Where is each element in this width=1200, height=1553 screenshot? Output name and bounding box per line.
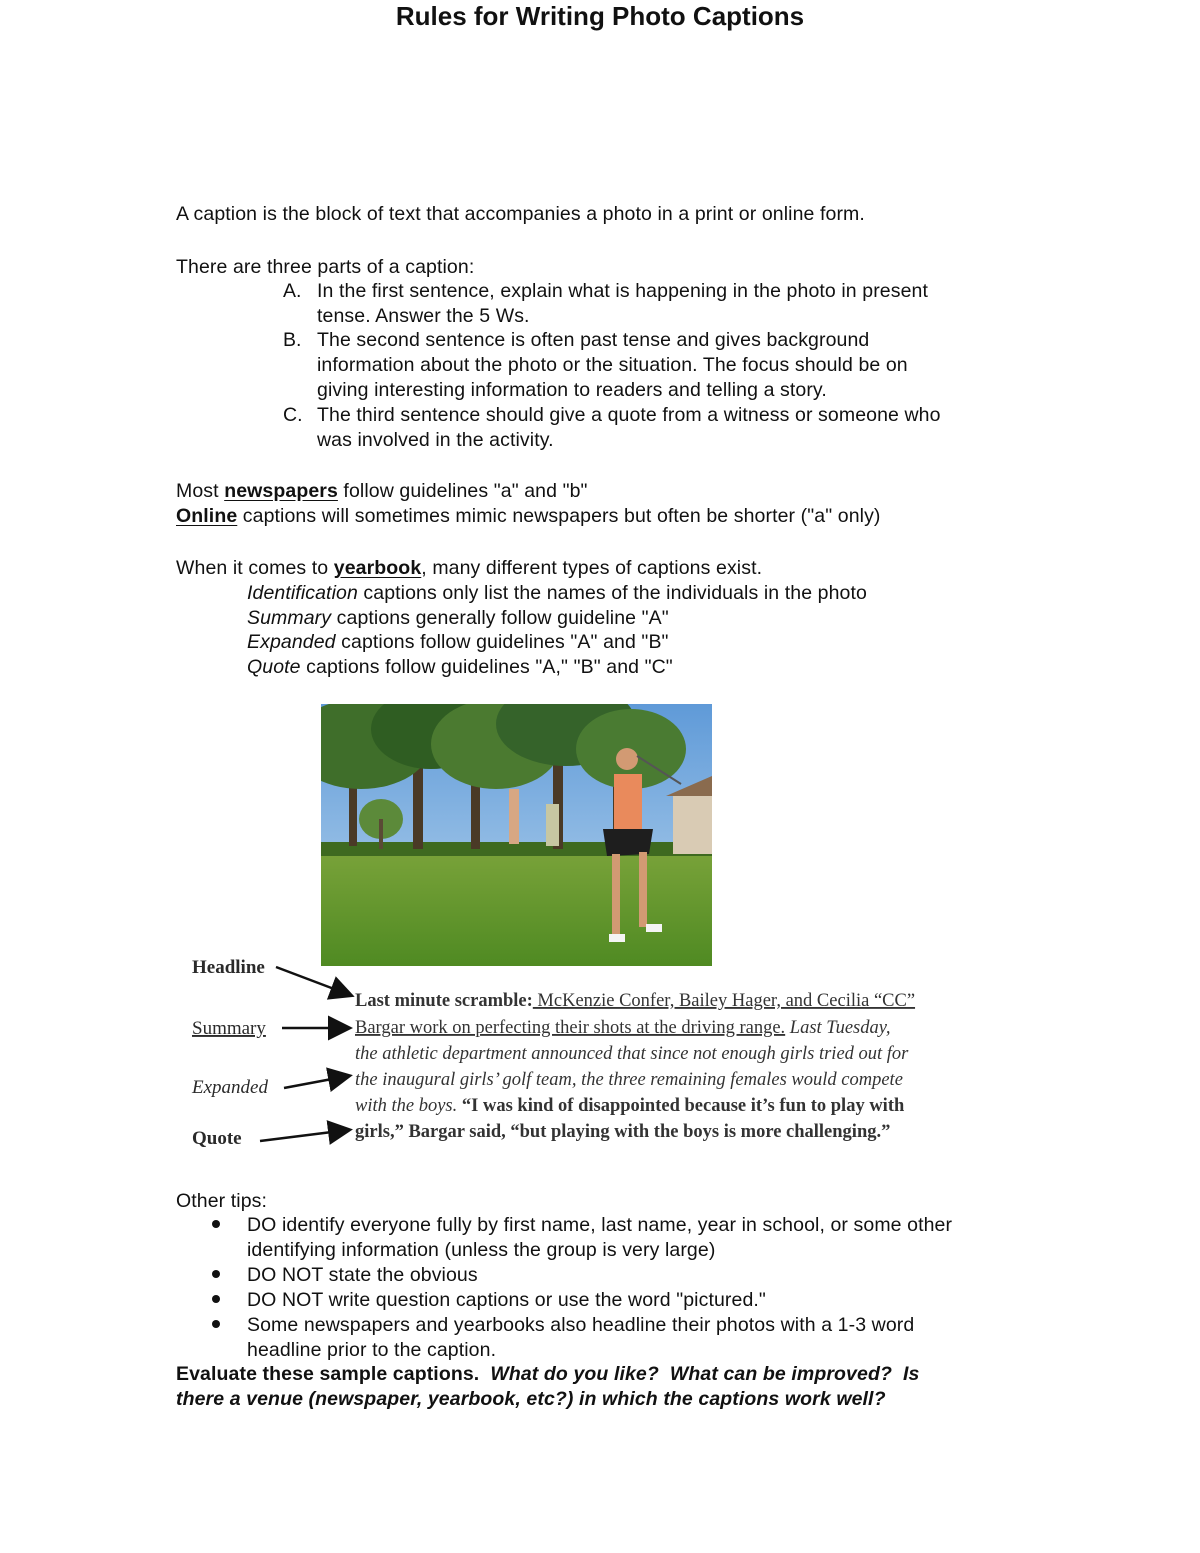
online-line <box>176 504 881 529</box>
caption-line-2 <box>355 1018 891 1038</box>
arrow-expanded <box>284 1076 348 1088</box>
type-name: Summary <box>247 607 332 629</box>
headline-colon: : <box>526 991 533 1011</box>
evaluate-instruction: Evaluate these sample captions. <box>176 1363 480 1385</box>
label-headline: Headline <box>192 957 265 978</box>
label-quote: Quote <box>192 1128 242 1149</box>
caption-line-1-rest: McKenzie Confer, Bailey Hager, and Cecilia “CC” <box>532 991 916 1011</box>
list-marker-c: C. <box>283 404 303 426</box>
label-summary: Summary <box>192 1018 266 1039</box>
yearbook-line <box>176 556 762 581</box>
caption-type-expanded <box>247 630 669 655</box>
part-b-line-3: giving interesting information to readers and telling a story. <box>317 379 827 401</box>
type-desc: captions generally follow guideline "A" <box>331 607 669 629</box>
online-post: captions will sometimes mimic newspapers but often be shorter ("a" only) <box>237 505 881 527</box>
caption-line-4: the inaugural girls’ golf team, the three remaining females would compete <box>355 1070 903 1090</box>
yearbook-keyword: yearbook <box>333 557 422 579</box>
caption-line-3: the athletic department announced that since not enough girls tried out for <box>355 1044 909 1064</box>
expanded-start: Last Tuesday, <box>785 1018 891 1038</box>
bullet-icon <box>212 1295 220 1303</box>
caption-line-5 <box>355 1096 905 1116</box>
golf-practice-photo <box>321 704 712 966</box>
newspapers-keyword: newspapers <box>224 480 338 502</box>
caption-type-summary <box>247 606 669 631</box>
list-marker-a: A. <box>283 280 302 302</box>
caption-type-identification <box>247 581 867 606</box>
type-desc: captions only list the names of the individuals in the photo <box>357 582 867 604</box>
headline-text: Last minute scramble <box>355 991 527 1011</box>
type-name: Identification <box>247 582 358 604</box>
caption-line-1 <box>355 991 915 1011</box>
evaluate-questions: What do you like? What can be improved? Is <box>479 1363 920 1385</box>
type-name: Quote <box>247 656 301 678</box>
summary-sentence-end: Bargar work on perfecting their shots at the driving range. <box>355 1018 786 1038</box>
part-c-line-1: The third sentence should give a quote from a witness or someone who <box>317 404 941 426</box>
bullet-icon <box>212 1220 220 1228</box>
document-title: Rules for Writing Photo Captions <box>395 1 805 31</box>
expanded-end: with the boys. <box>355 1096 458 1116</box>
tip-2-line-1: DO NOT state the obvious <box>247 1264 478 1286</box>
tip-1-line-2: identifying information (unless the group is very large) <box>247 1239 716 1261</box>
type-name: Expanded <box>247 631 336 653</box>
part-a-line-2: tense. Answer the 5 Ws. <box>317 305 530 327</box>
list-marker-b: B. <box>283 329 302 351</box>
parts-heading: There are three parts of a caption: <box>176 256 475 278</box>
bullet-icon <box>212 1320 220 1328</box>
evaluate-line-1 <box>176 1362 919 1387</box>
part-b-line-1: The second sentence is often past tense and gives background <box>317 329 870 351</box>
caption-anatomy-diagram <box>180 945 1010 1160</box>
newspapers-pre: Most <box>176 480 225 502</box>
tips-heading: Other tips: <box>176 1190 268 1212</box>
tip-4-line-2: headline prior to the caption. <box>247 1339 497 1361</box>
yearbook-post: , many different types of captions exist. <box>421 557 763 579</box>
yearbook-pre: When it comes to <box>176 557 334 579</box>
bullet-icon <box>212 1270 220 1278</box>
type-desc: captions follow guidelines "A" and "B" <box>335 631 669 653</box>
part-b-line-2: information about the photo or the situation. The focus should be on <box>317 354 908 376</box>
newspapers-line <box>176 479 588 504</box>
newspapers-post: follow guidelines "a" and "b" <box>337 480 588 502</box>
evaluate-line-2: there a venue (newspaper, yearbook, etc?) in which the captions work well? <box>176 1388 886 1410</box>
type-desc: captions follow guidelines "A," "B" and "C" <box>300 656 673 678</box>
tip-1-line-1: DO identify everyone fully by first name, last name, year in school, or some other <box>247 1214 953 1236</box>
caption-type-quote <box>247 655 673 680</box>
label-expanded: Expanded <box>192 1077 268 1098</box>
caption-line-6: girls,” Bargar said, “but playing with the boys is more challenging.” <box>355 1122 891 1142</box>
intro-paragraph: A caption is the block of text that accompanies a photo in a print or online form. <box>176 203 865 225</box>
online-keyword: Online <box>176 505 238 527</box>
tip-3-line-1: DO NOT write question captions or use the word "pictured." <box>247 1289 766 1311</box>
arrow-quote <box>260 1130 348 1141</box>
arrow-headline <box>276 967 350 995</box>
tip-4-line-1: Some newspapers and yearbooks also headline their photos with a 1-3 word <box>247 1314 915 1336</box>
part-c-line-2: was involved in the activity. <box>317 429 554 451</box>
quote-start: “I was kind of disappointed because it’s fun to play with <box>457 1096 905 1116</box>
part-a-line-1: In the first sentence, explain what is happening in the photo in present <box>317 280 929 302</box>
